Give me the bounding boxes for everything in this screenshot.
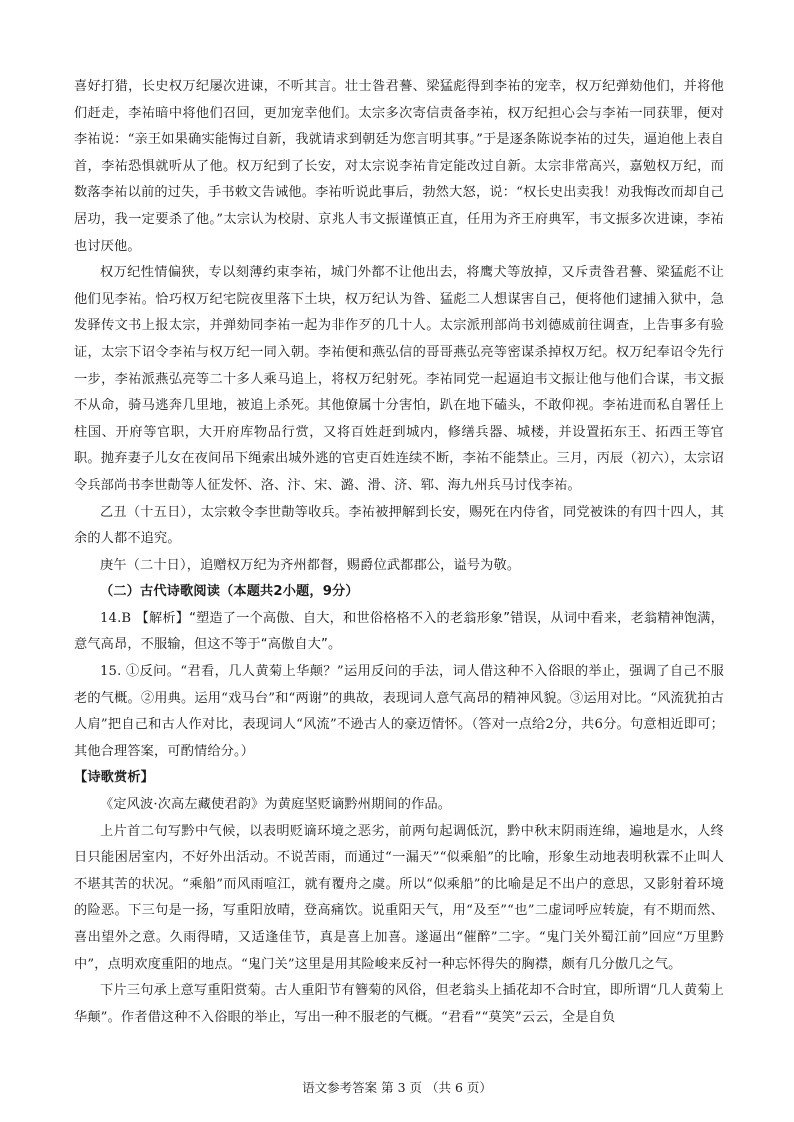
page-footer: 语文参考答案 第 3 页 （共 6 页） [302, 1080, 492, 1095]
appreciation-heading: 【诗歌赏析】 [74, 770, 155, 786]
answer-15-note: （答对一点给2分，共6分。句意相近即可；其他合理答案，可酌情给分。） [74, 717, 724, 759]
answer-14 [74, 606, 724, 659]
document-body [74, 74, 724, 1031]
appreciation-paragraph: 上片首二句写黔中气候，以表明贬谪环境之恶劣，前两句起调低沉，黔中秋末阴雨连绵，遍地是水，人终日只能困居室内，不好外出活动。不说苦雨，而通过“一漏天”“似乘船”的比喻，形象生动地表明秋霖不止叫人不堪其苦的状况。“乘船”而风雨喧江，就有覆舟之虞。所以“似乘船”的比喻是足不出户的意思，又影射着环境的险恶。下三句是一扬，写重阳放晴，登高痛饮。说重阳天气，用“及至”“也”二虚词呼应转旋，有不期而然、喜出望外之意。久雨得晴，又适逢佳节，真是喜上加喜。遂逼出“催醉”二字。“鬼门关外蜀江前”回应“万里黔中”，点明欢度重阳的地点。“鬼门关”这里是用其险峻来反衬一种忘怀得失的胸襟，颇有几分傲几之气。 [74, 823, 724, 972]
appreciation-paragraph: 《定风波·次高左藏使君韵》为黄庭坚贬谪黔州期间的作品。 [100, 797, 452, 813]
answer-14-lead: 14.B 【解析】 [100, 610, 190, 626]
translation-paragraph: 权万纪性情偏狭，专以刻薄约束李祐，城门外都不让他出去，将鹰犬等放掉，又斥责昝君謩、梁猛彪不让他们见李祐。恰巧权万纪宅院夜里落下土块，权万纪认为昝、猛彪二人想谋害自己，便将他们逮捕入狱中，急发驿传文书上报太宗，并弹劾同李祐一起为非作歹的几十人。太宗派刑部尚书刘德威前往调查，上告事多有验证，太宗下诏令李祐与权万纪一同入朝。李祐便和燕弘信的哥哥燕弘亮等密谋杀掉权万纪。权万纪奉诏令先行一步，李祐派燕弘亮等二十多人乘马追上，将权万纪射死。李祐同党一起逼迫韦文振让他与他们合谋，韦文振不从命，骑马逃奔几里地，被追上杀死。其他僚属十分害怕，趴在地下磕头，不敢仰视。李祐进而私自署任上柱国、开府等官职，大开府库物品行赏，又将百姓赶到城内，修缮兵器、城楼，并设置拓东王、拓西王等官职。抛弃妻子儿女在夜间吊下绳索出城外逃的官吏百姓连续不断，李祐不能禁止。三月，丙辰（初六），太宗诏令兵部尚书李世勣等人征发怀、洛、汴、宋、潞、滑、济、郓、海九州兵马讨伐李祐。 [74, 265, 724, 493]
translation-paragraph: 庚午（二十日），追赠权万纪为齐州都督，赐爵位武都郡公，谥号为敬。 [100, 557, 521, 573]
appreciation-paragraph: 下片三句承上意写重阳赏菊。古人重阳节有簪菊的风俗，但老翁头上插花却不合时宜，即所谓“几人黄菊上华颠”。作者借这种不入俗眼的举止，写出一种不服老的气概。“君看”“莫笑”云云，全是自负 [74, 983, 724, 1025]
section-heading-poetry: （二）古代诗歌阅读（本题共2小题，9分） [100, 584, 359, 600]
answer-15-text: 15. ①反问。“君看，几人黄菊上华颠？”运用反问的手法，词人借这种不入俗眼的举止，强调了自己不服老的气概。②用典。运用“戏马台”和“两谢”的典故，表现词人意气高昂的精神风貌。③运用对比。“风流犹拍古人肩”把自己和古人作对比，表现词人“风流”不逊古人的豪迈情怀。 [74, 664, 724, 733]
translation-paragraph: 乙丑（十五日），太宗敕令李世勣等收兵。李祐被押解到长安，赐死在内侍省，同党被诛的有四十四人，其余的人都不追究。 [74, 504, 724, 547]
answer-15 [74, 659, 724, 765]
answer-14-text: “塑造了一个高傲、自大，和世俗格格不入的老翁形象”错误，从词中看来，老翁精神饱满，意气高昂，不服输，但这不等于“高傲自大”。 [74, 610, 724, 653]
translation-paragraph: 喜好打猎，长史权万纪屡次进谏，不听其言。壮士昝君謩、梁猛彪得到李祐的宠幸，权万纪弹劾他们，并将他们赶走，李祐暗中将他们召回，更加宠幸他们。太宗多次寄信责备李祐，权万纪担心会与李祐一同获罪，便对李祐说：“亲王如果确实能悔过自新，我就请求到朝廷为您言明其事。”于是逐条陈说李祐的过失，逼迫他上表自首，李祐恐惧就听从了他。权万纪到了长安，对太宗说李祐肯定能改过自新。太宗非常高兴，嘉勉权万纪，而数落李祐以前的过失，手书敕文告诫他。李祐听说此事后，勃然大怒，说：“权长史出卖我！劝我悔改而却自己居功，我一定要杀了他。”太宗认为校尉、京兆人韦文振谨慎正直，任用为齐王府典军，韦文振多次进谏，李祐也讨厌他。 [74, 79, 724, 254]
